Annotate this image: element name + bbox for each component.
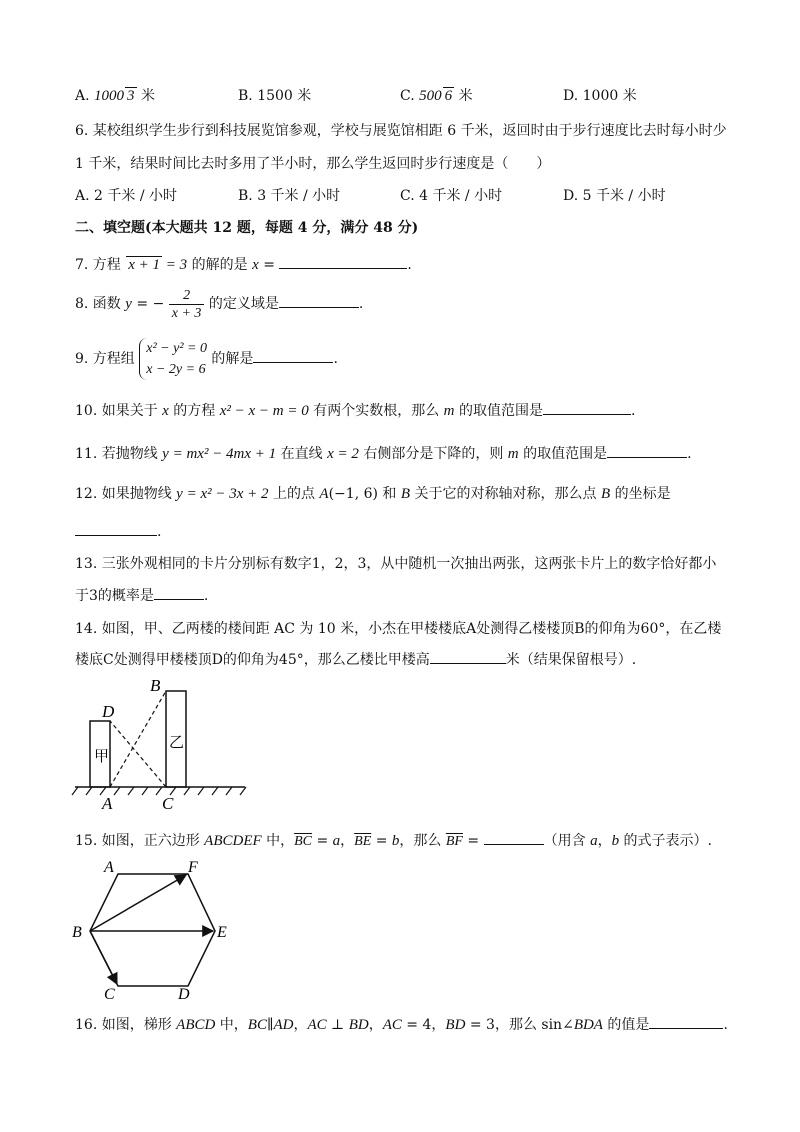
q6-option-a: A. 2 千米 / 小时 bbox=[75, 188, 177, 204]
q6-line2: 1 千米，结果时间比去时多用了半小时，那么学生返回时步行速度是（ ） bbox=[75, 156, 551, 172]
q14-figure bbox=[70, 673, 250, 813]
q5-option-d: D. 1000 米 bbox=[563, 88, 637, 104]
q7: 7. 方程 x + 1 = 3 的解的是 x = . bbox=[75, 254, 412, 275]
q14-line1: 14. 如图，甲、乙两楼的楼间距 AC 为 10 米，小杰在甲楼楼底A处测得乙楼楼顶B的仰角为60°，在乙楼 bbox=[75, 621, 722, 637]
q8: 8. 函数 y = − $\frac{2}{x + 3}$ 的定义域是 . bbox=[75, 287, 364, 321]
label-yi: 乙 bbox=[169, 735, 185, 751]
q6-option-b: B. 3 千米 / 小时 bbox=[238, 188, 341, 204]
q12-line1: 12. 如果抛物线 y = x² − 3x + 2 上的点 A(−1, 6) 和 B 关于它的对称轴对称，那么点 B 的坐标是 bbox=[75, 486, 671, 502]
q6-option-d: D. 5 千米 / 小时 bbox=[563, 188, 666, 204]
q6-line1: 6. 某校组织学生步行到科技展览馆参观，学校与展览馆相距 6 千米，返回时由于步行速度比去时每小时少 bbox=[75, 123, 727, 139]
ground-hatch bbox=[72, 787, 246, 795]
label-jia: 甲 bbox=[94, 749, 110, 765]
q5-option-b: B. 1500 米 bbox=[238, 88, 312, 104]
q10: 10. 如果关于 x 的方程 x² − x − m = 0 有两个实数根，那么 m 的取值范围是 . bbox=[75, 400, 635, 421]
q5-option-c: C. 500 6 米 bbox=[400, 88, 473, 104]
label-a: A bbox=[102, 794, 113, 813]
q9: 9. 方程组 x² − y² = 0 x − 2y = 6 的解是 . bbox=[75, 337, 338, 381]
sight-line-cd bbox=[110, 721, 166, 787]
q13-line1: 13. 三张外观相同的卡片分别标有数字1，2，3，从中随机一次抽出两张，这两张卡片上的数字恰好都小 bbox=[75, 556, 717, 572]
label-a: A bbox=[104, 860, 114, 876]
q15-figure bbox=[70, 860, 240, 1000]
vector-bc bbox=[90, 931, 117, 984]
q15: 15. 如图，正六边形 ABCDEF 中，$\overline{BC} = a$，$\overline{BE} = b$，那么 $\overline{BF}$ = （用含 a，b 的式子表示）. bbox=[75, 830, 712, 852]
q5-option-a: A. 1000 3 米 bbox=[75, 88, 155, 104]
label-b: B bbox=[150, 676, 161, 695]
label-d: D bbox=[178, 986, 190, 1000]
q11: 11. 若抛物线 y = mx² − 4mx + 1 在直线 x = 2 右侧部分是下降的，则 m 的取值范围是 . bbox=[75, 443, 692, 464]
label-e: E bbox=[217, 924, 227, 941]
q13-line2: 于3的概率是 . bbox=[75, 585, 208, 606]
label-c: C bbox=[162, 794, 174, 813]
q12-line2: . bbox=[75, 521, 161, 542]
q16: 16. 如图，梯形 ABCD 中，BC∥AD，AC ⊥ BD，AC = 4，BD = 3，那么 sin∠BDA 的值是 . bbox=[75, 1014, 728, 1035]
q6-option-c: C. 4 千米 / 小时 bbox=[400, 188, 503, 204]
label-c: C bbox=[104, 986, 115, 1000]
label-d: D bbox=[102, 702, 115, 721]
sight-line-ab bbox=[110, 691, 166, 787]
label-b: B bbox=[72, 924, 82, 941]
section-title: 二、填空题(本大题共 12 题，每题 4 分，满分 48 分) bbox=[75, 220, 419, 236]
q14-line2: 楼底C处测得甲楼楼顶D的仰角为45°，那么乙楼比甲楼高 米（结果保留根号）. bbox=[75, 649, 636, 670]
label-f: F bbox=[188, 860, 198, 876]
